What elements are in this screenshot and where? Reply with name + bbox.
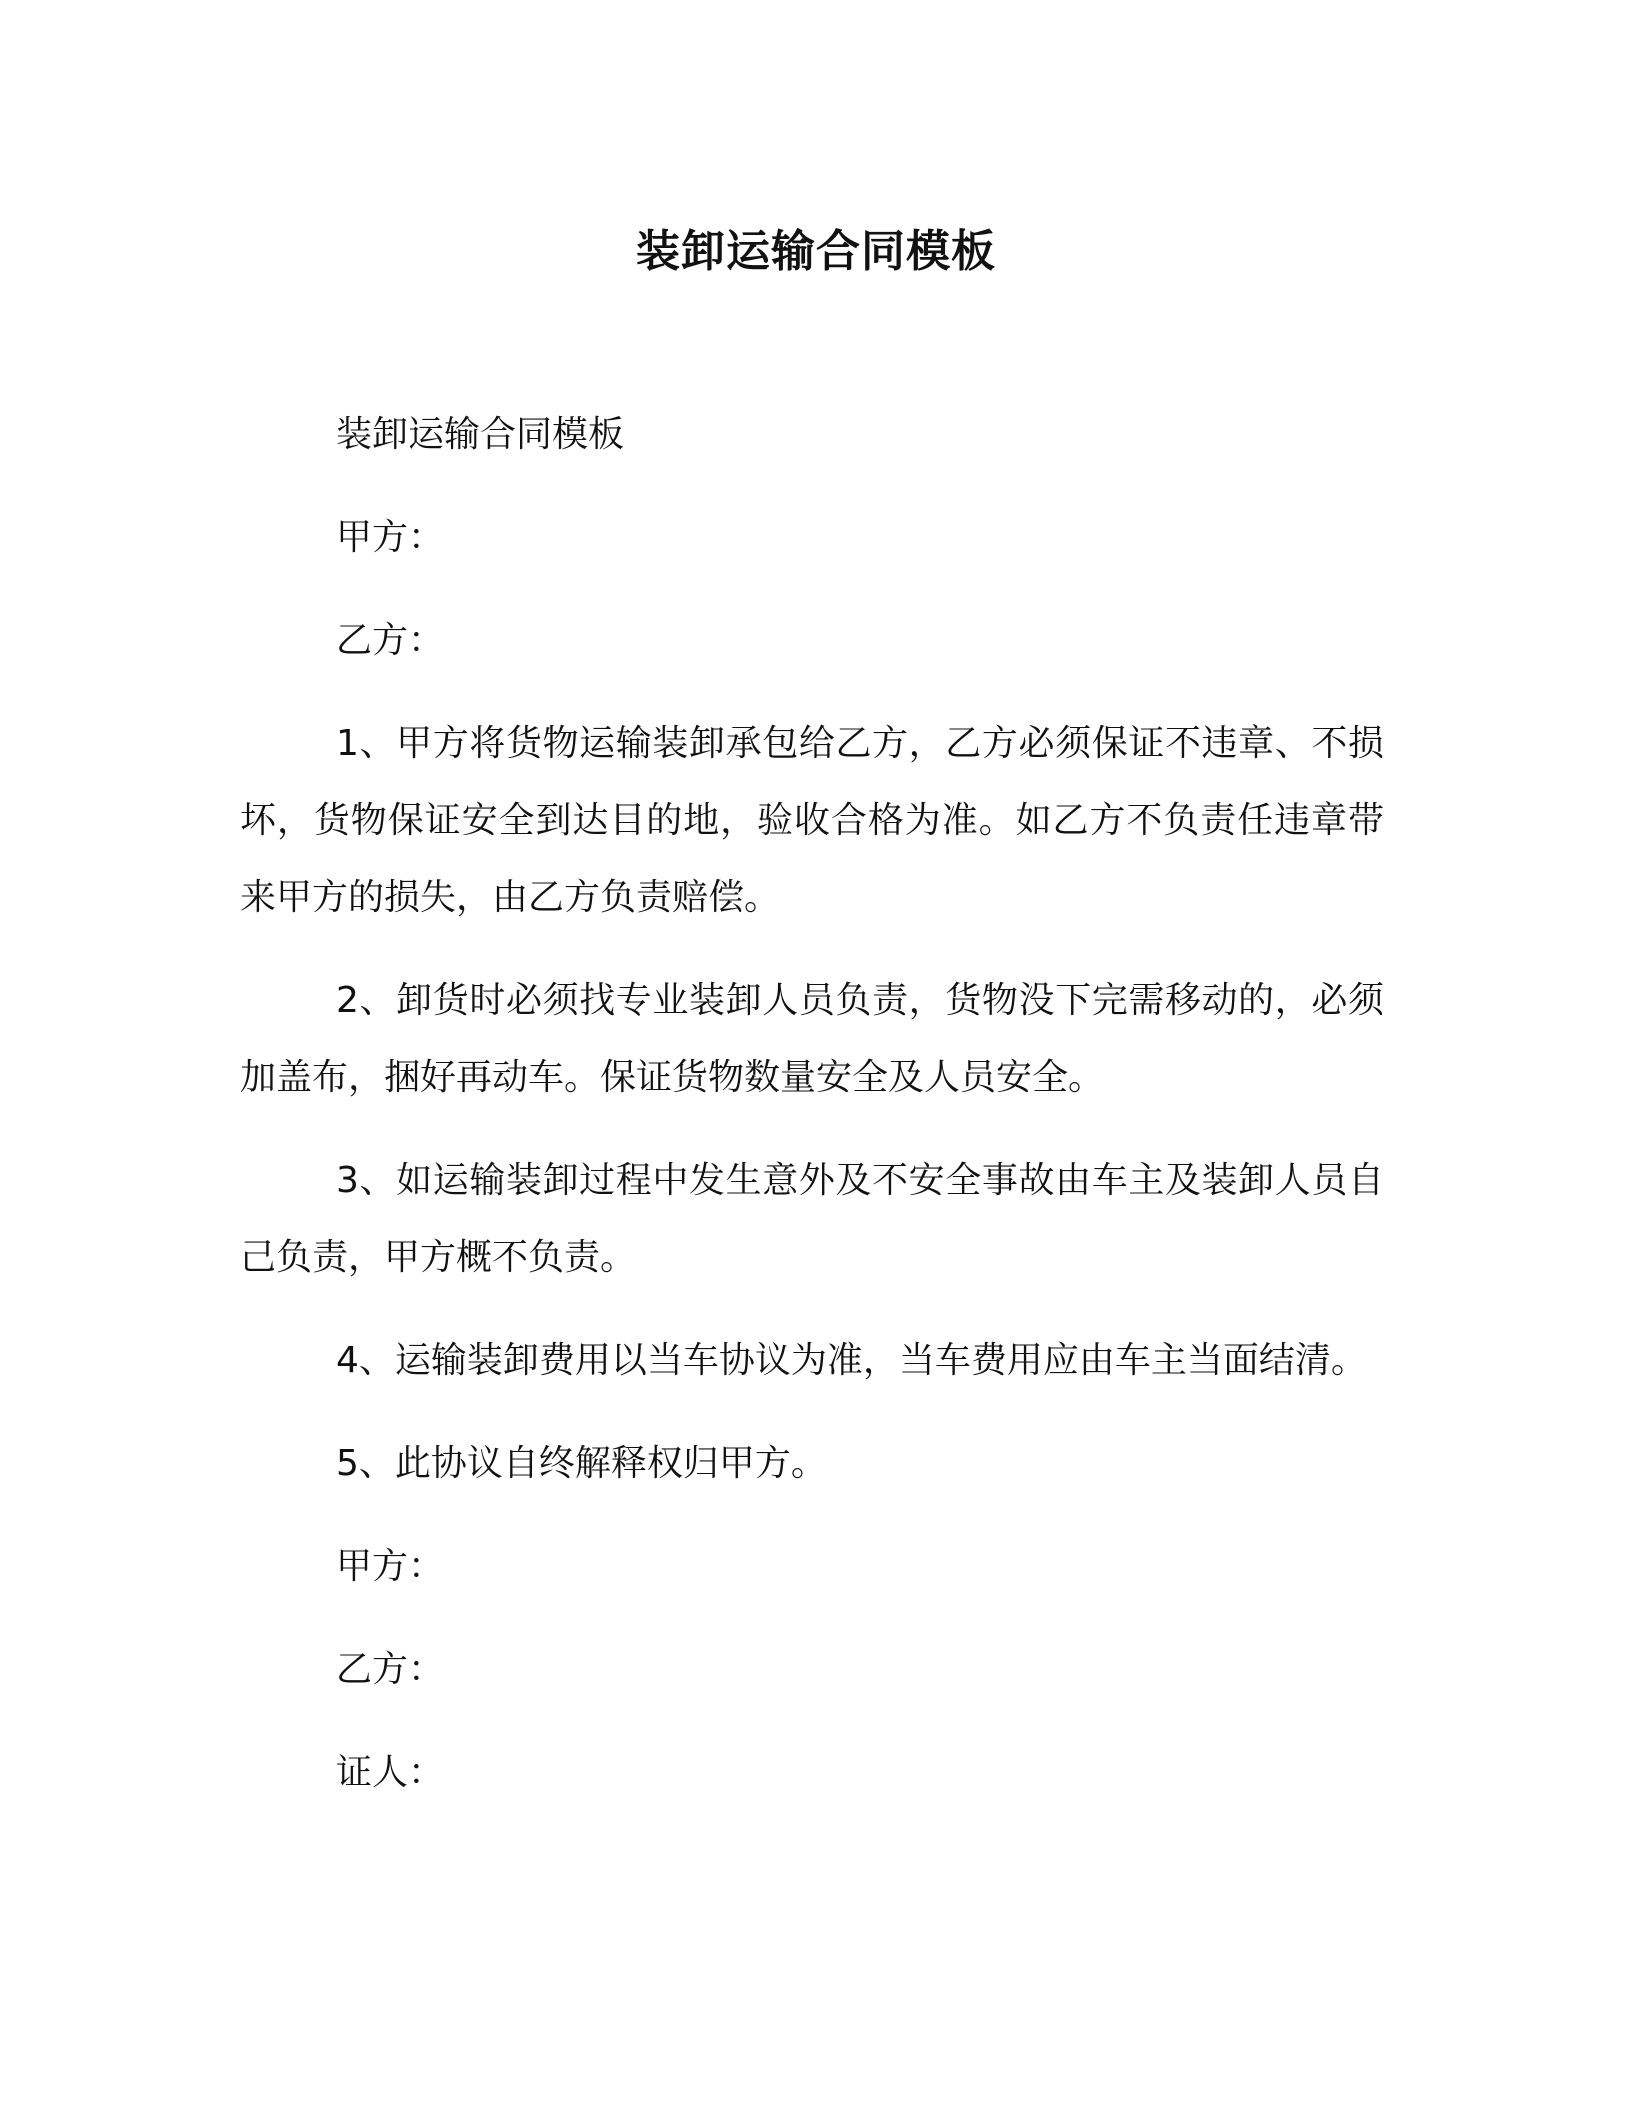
signature-party-b: 乙方： [336, 1649, 445, 1690]
clause-3: 3、如运输装卸过程中发生意外及不安全事故由车主及装卸人员自己负责，甲方概不负责。 [240, 1160, 1384, 1278]
clause-2: 2、卸货时必须找专业装卸人员负责，货物没下完需移动的，必须加盖布，捆好再动车。保证货物数量安全及人员安全。 [240, 980, 1384, 1098]
signature-witness: 证人： [336, 1752, 445, 1793]
clause-1: 1、甲方将货物运输装卸承包给乙方，乙方必须保证不违章、不损坏，货物保证安全到达目的地，验收合格为准。如乙方不负责任违章带来甲方的损失，由乙方负责赔偿。 [240, 723, 1384, 918]
clause-4: 4、运输装卸费用以当车协议为准，当车费用应由车主当面结清。 [336, 1340, 1367, 1381]
clause-5: 5、此协议自终解释权归甲方。 [336, 1443, 827, 1484]
signature-party-a: 甲方： [336, 1546, 445, 1587]
party-b-line: 乙方： [336, 620, 445, 661]
document-title: 装卸运输合同模板 [636, 226, 996, 277]
subtitle-paragraph: 装卸运输合同模板 [336, 414, 625, 455]
party-a-line: 甲方： [336, 517, 445, 558]
document-body [240, 396, 1384, 1837]
